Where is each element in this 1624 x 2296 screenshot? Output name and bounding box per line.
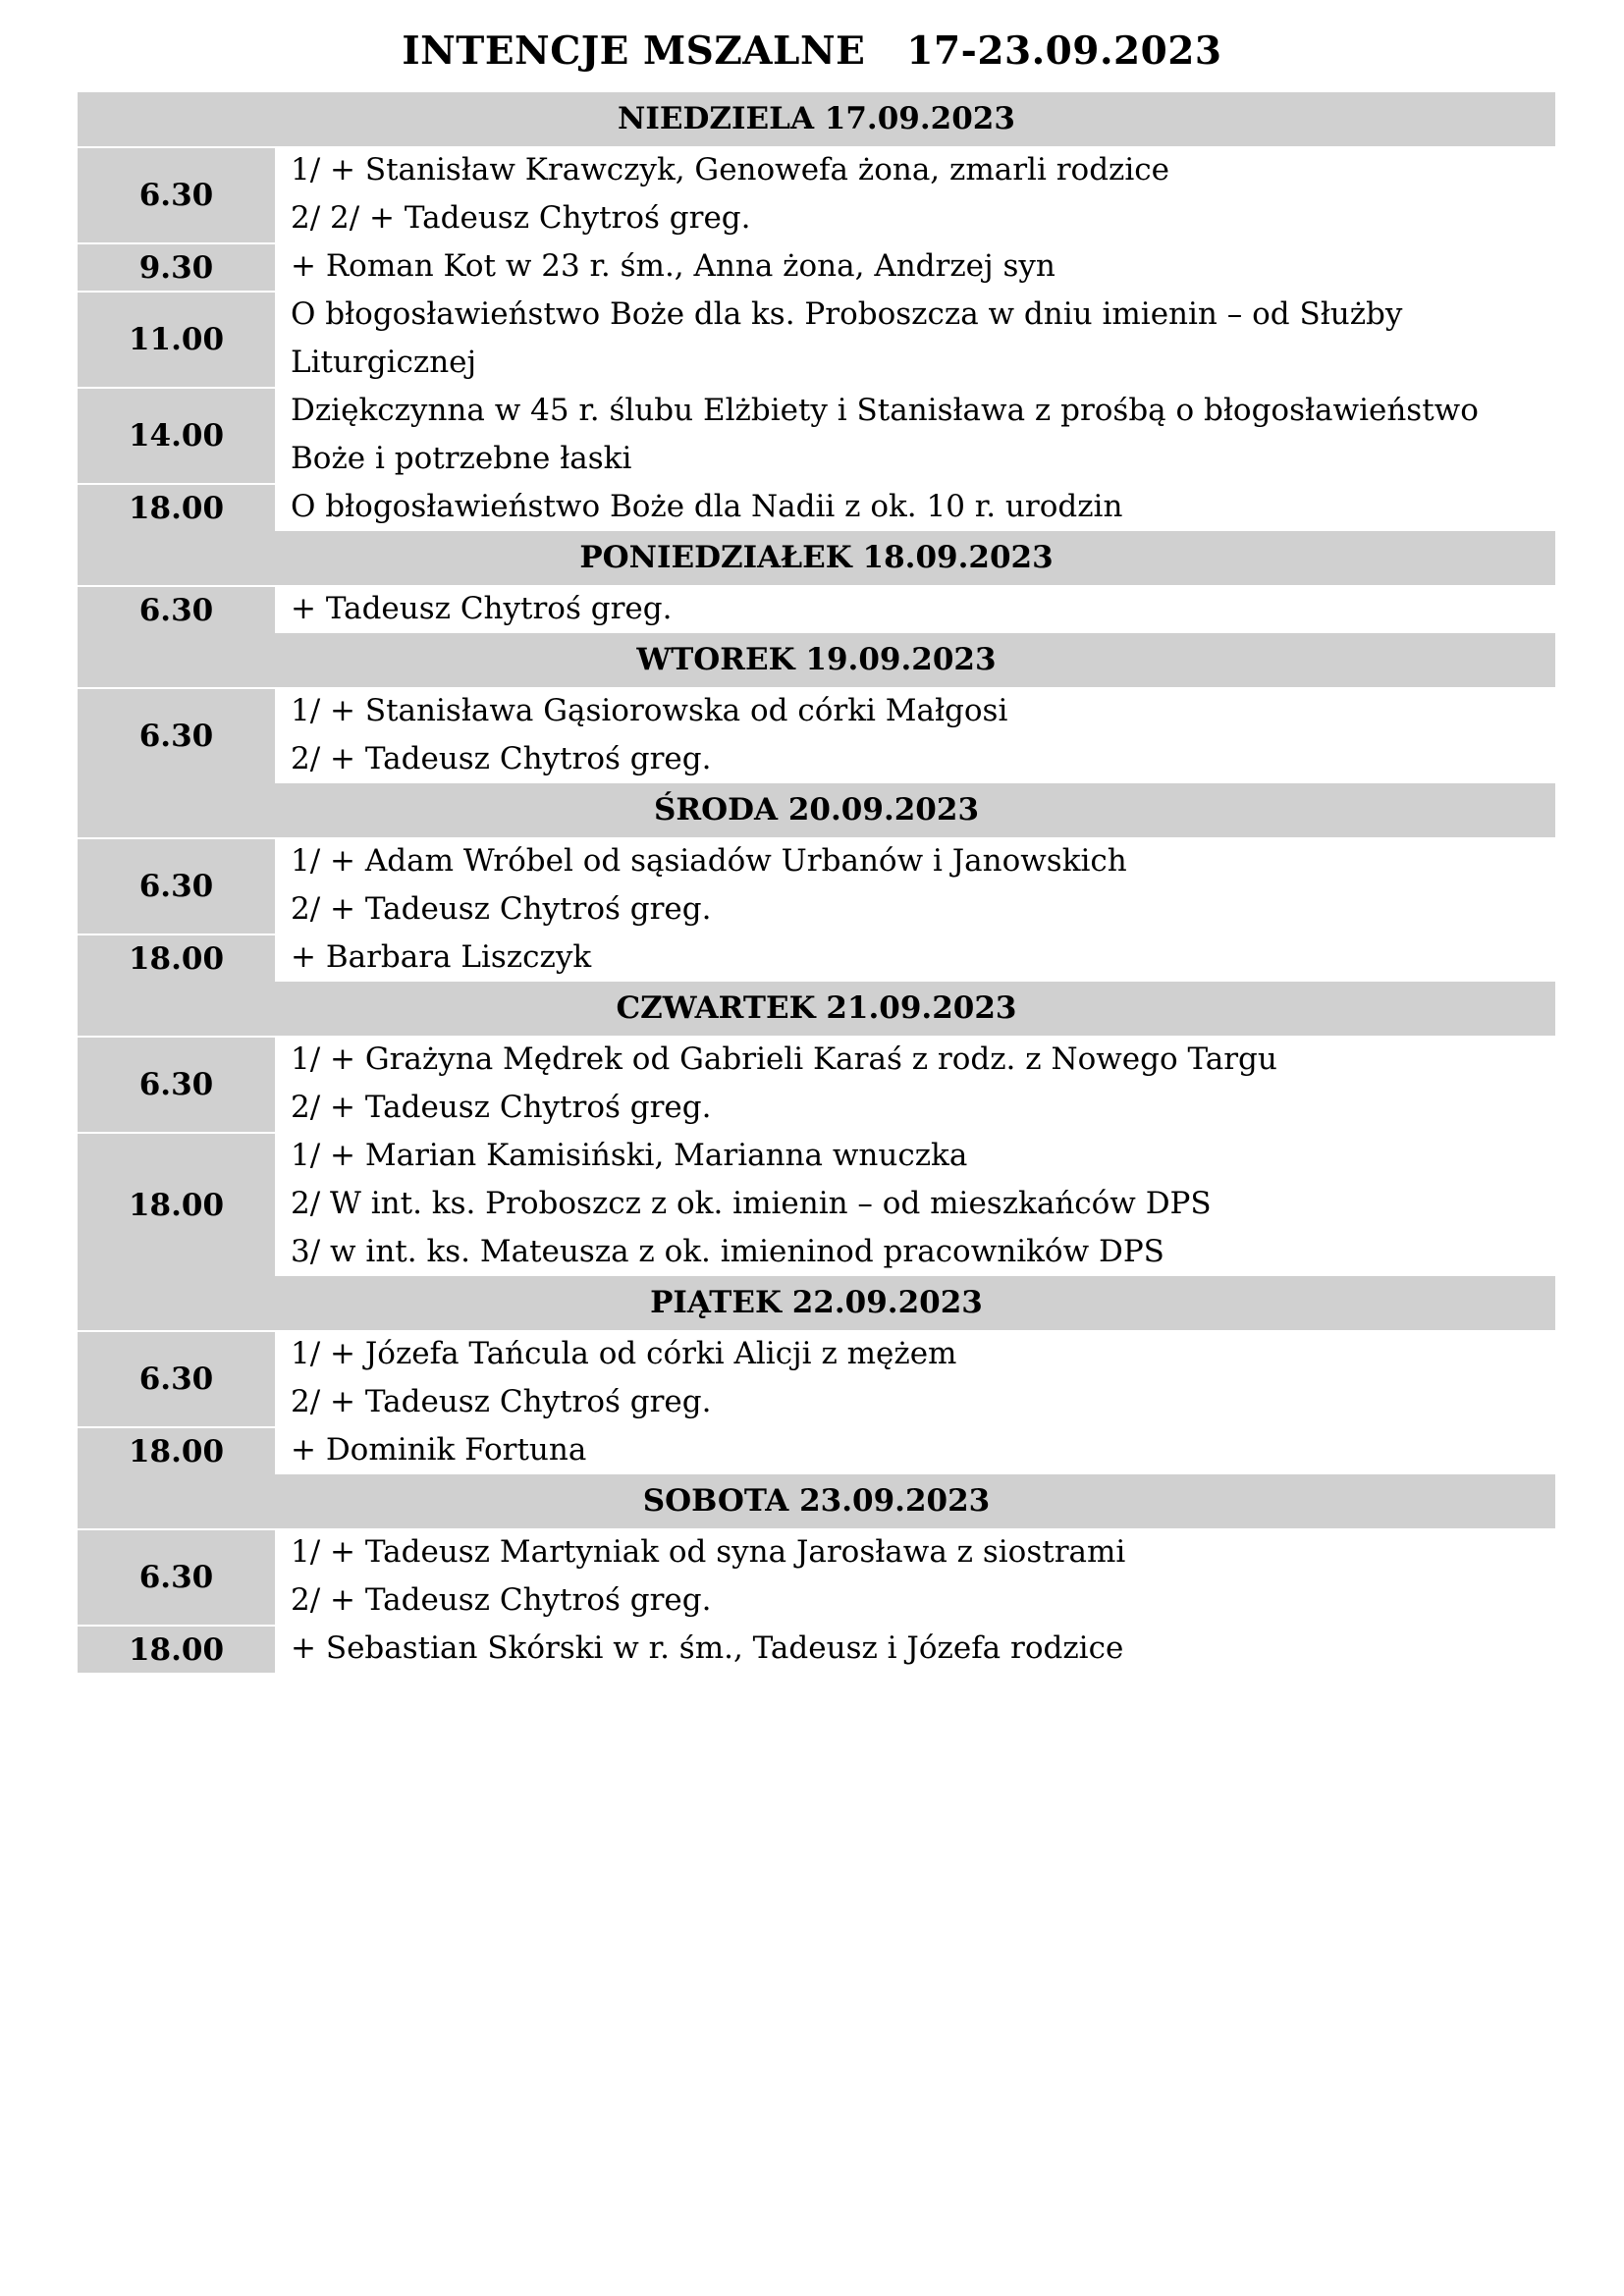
intention-line: 1/ + Józefa Tańcula od córki Alicji z mężem [291,1336,957,1371]
mass-intentions [275,585,1555,633]
mass-row [78,585,1555,633]
intention-line: 3/ w int. ks. Mateusza z ok. imieninod pracowników DPS [291,1234,1164,1269]
mass-intentions [275,1625,1555,1673]
mass-intentions [275,291,1555,387]
intention-line: 2/ + Tadeusz Chytroś greg. [291,891,712,927]
mass-row [78,1132,1555,1276]
mass-intentions [275,146,1555,242]
title-main: INTENCJE MSZALNE [402,28,866,74]
mass-intentions [275,687,1555,783]
intention-line: Dziękczynna w 45 r. ślubu Elżbiety i Stanisława z prośbą o błogosławieństwo [291,393,1479,428]
intention-line: + Sebastian Skórski w r. śm., Tadeusz i Józefa rodzice [291,1630,1124,1666]
intention-line: 1/ + Tadeusz Martyniak od syna Jarosława z siostrami [291,1534,1126,1570]
title-dates: 17-23.09.2023 [906,28,1222,74]
mass-intentions [275,1036,1555,1132]
mass-time: 11.00 [78,291,275,387]
mass-time: 14.00 [78,387,275,483]
intention-line: O błogosławieństwo Boże dla ks. Proboszcza w dniu imienin – od Służby [291,296,1403,332]
day-header: CZWARTEK 21.09.2023 [78,982,1555,1036]
mass-time: 18.00 [78,1625,275,1673]
mass-intentions [275,387,1555,483]
mass-time: 6.30 [78,687,275,783]
mass-time: 9.30 [78,242,275,291]
intention-line: 2/ + Tadeusz Chytroś greg. [291,741,712,776]
intention-line: Liturgicznej [291,345,477,380]
day-header: ŚRODA 20.09.2023 [78,783,1555,837]
intention-line: 1/ + Marian Kamisiński, Marianna wnuczka [291,1138,968,1173]
intention-line: Boże i potrzebne łaski [291,441,632,476]
intention-line: 2/ + Tadeusz Chytroś greg. [291,1090,712,1125]
mass-intentions [275,934,1555,982]
mass-row [78,483,1555,531]
mass-row [78,837,1555,934]
mass-intentions [275,1132,1555,1276]
mass-time: 18.00 [78,1132,275,1276]
intention-line: + Dominik Fortuna [291,1432,587,1468]
day-header: NIEDZIELA 17.09.2023 [78,92,1555,146]
intention-line: 1/ + Adam Wróbel od sąsiadów Urbanów i Janowskich [291,843,1127,879]
intention-line: 2/ + Tadeusz Chytroś greg. [291,1384,712,1419]
mass-row [78,1625,1555,1673]
mass-time: 18.00 [78,483,275,531]
intention-line: 1/ + Stanisława Gąsiorowska od córki Małgosi [291,693,1008,728]
mass-row [78,687,1555,783]
intention-line: 2/ W int. ks. Proboszcz z ok. imienin – od mieszkańców DPS [291,1186,1212,1221]
mass-row [78,1330,1555,1426]
day-header: PONIEDZIAŁEK 18.09.2023 [78,531,1555,585]
mass-intentions [275,837,1555,934]
mass-row [78,146,1555,242]
mass-row [78,291,1555,387]
mass-row [78,934,1555,982]
mass-time: 6.30 [78,1528,275,1625]
mass-time: 6.30 [78,837,275,934]
intention-line: 1/ + Grażyna Mędrek od Gabrieli Karaś z rodz. z Nowego Targu [291,1041,1277,1077]
intention-line: + Barbara Liszczyk [291,939,592,975]
day-header: WTOREK 19.09.2023 [78,633,1555,687]
intention-line: O błogosławieństwo Boże dla Nadii z ok. 10 r. urodzin [291,489,1123,524]
mass-intentions [275,483,1555,531]
mass-time: 6.30 [78,1330,275,1426]
mass-time: 6.30 [78,585,275,633]
mass-time: 6.30 [78,1036,275,1132]
mass-row [78,242,1555,291]
intention-line: 2/ 2/ + Tadeusz Chytroś greg. [291,200,751,236]
mass-row [78,1036,1555,1132]
mass-row [78,1426,1555,1474]
mass-intentions [275,1426,1555,1474]
mass-time: 6.30 [78,146,275,242]
mass-intentions [275,1330,1555,1426]
mass-time: 18.00 [78,1426,275,1474]
mass-intentions [275,242,1555,291]
intention-line: + Tadeusz Chytroś greg. [291,591,673,626]
mass-intentions [275,1528,1555,1625]
mass-row [78,1528,1555,1625]
intention-line: 1/ + Stanisław Krawczyk, Genowefa żona, zmarli rodzice [291,152,1170,187]
mass-time: 18.00 [78,934,275,982]
page-title [0,20,1624,82]
day-header: SOBOTA 23.09.2023 [78,1474,1555,1528]
intention-line: + Roman Kot w 23 r. śm., Anna żona, Andrzej syn [291,248,1056,284]
intention-line: 2/ + Tadeusz Chytroś greg. [291,1582,712,1618]
mass-intentions-table [78,92,1555,1673]
mass-row [78,387,1555,483]
day-header: PIĄTEK 22.09.2023 [78,1276,1555,1330]
